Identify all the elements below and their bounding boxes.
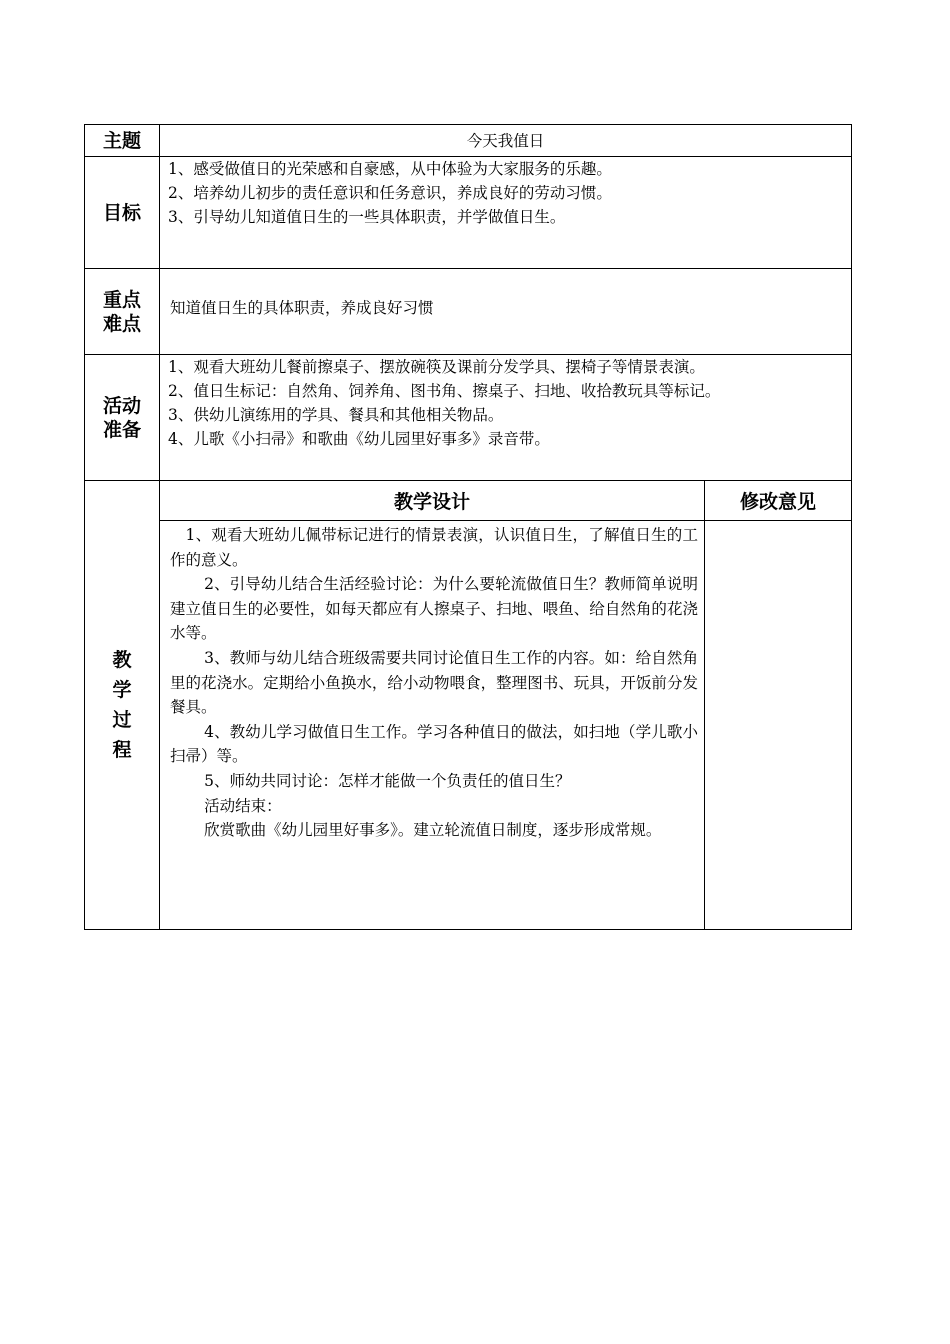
process-paragraph: 1、观看大班幼儿佩带标记进行的情景表演，认识值日生，了解值日生的工作的意义。 <box>170 526 698 569</box>
preparation-content <box>160 355 852 481</box>
preparation-item: 4、儿歌《小扫帚》和歌曲《幼儿园里好事多》录音带。 <box>168 430 550 448</box>
process-header-row <box>85 481 852 521</box>
goal-item: 2、培养幼儿初步的责任意识和任务意识，养成良好的劳动习惯。 <box>168 184 612 202</box>
process-paragraph: 4、教幼儿学习做值日生工作。学习各种值日的做法，如扫地（学儿歌小扫帚）等。 <box>170 722 698 766</box>
key-points-row <box>85 269 852 355</box>
key-points-label-line2: 难点 <box>102 312 141 335</box>
process-paragraph: 欣赏歌曲《幼儿园里好事多》。建立轮流值日制度，逐步形成常规。 <box>204 821 662 840</box>
lesson-plan-table <box>84 124 852 930</box>
process-paragraph: 活动结束： <box>204 796 282 815</box>
key-points-label <box>85 269 160 355</box>
process-label-char: 学 <box>112 679 132 701</box>
process-label <box>85 481 160 930</box>
goals-label: 目标 <box>85 157 160 269</box>
preparation-label-line1: 活动 <box>102 394 141 417</box>
preparation-label <box>85 355 160 481</box>
process-label-char: 程 <box>112 739 132 761</box>
process-label-char: 过 <box>112 709 132 731</box>
goals-content <box>160 157 852 269</box>
goals-row <box>85 157 852 269</box>
key-points-value: 知道值日生的具体职责，养成良好习惯 <box>170 298 434 317</box>
process-content-row <box>85 521 852 930</box>
preparation-item: 2、值日生标记：自然角、饲养角、图书角、擦桌子、扫地、收拾教玩具等标记。 <box>168 382 721 400</box>
key-points-content <box>160 269 852 355</box>
preparation-item: 3、供幼儿演练用的学具、餐具和其他相关物品。 <box>168 406 504 424</box>
process-label-char: 教 <box>112 649 132 671</box>
topic-row <box>85 125 852 157</box>
topic-label: 主题 <box>85 125 160 157</box>
goal-item: 3、引导幼儿知道值日生的一些具体职责，并学做值日生。 <box>168 208 566 226</box>
preparation-item: 1、观看大班幼儿餐前擦桌子、摆放碗筷及课前分发学具、摆椅子等情景表演。 <box>168 358 705 376</box>
key-points-label-line1: 重点 <box>102 288 141 311</box>
design-header: 教学设计 <box>160 481 705 521</box>
process-paragraph: 2、引导幼儿结合生活经验讨论：为什么要轮流做值日生？教师简单说明建立值日生的必要性，如每天都应有人擦桌子、扫地、喂鱼、给自然角的花浇水等。 <box>170 575 698 643</box>
topic-value: 今天我值日 <box>160 125 852 157</box>
preparation-label-line2: 准备 <box>102 418 141 441</box>
revision-notes-cell <box>705 521 852 930</box>
revision-header: 修改意见 <box>705 481 852 521</box>
process-paragraph: 3、教师与幼儿结合班级需要共同讨论值日生工作的内容。如：给自然角里的花浇水。定期给小鱼换水，给小动物喂食，整理图书、玩具，开饭前分发餐具。 <box>170 648 698 717</box>
process-paragraph: 5、师幼共同讨论：怎样才能做一个负责任的值日生？ <box>204 771 571 790</box>
preparation-row <box>85 355 852 481</box>
process-design-content <box>160 521 705 930</box>
goal-item: 1、感受做值日的光荣感和自豪感，从中体验为大家服务的乐趣。 <box>168 160 612 178</box>
